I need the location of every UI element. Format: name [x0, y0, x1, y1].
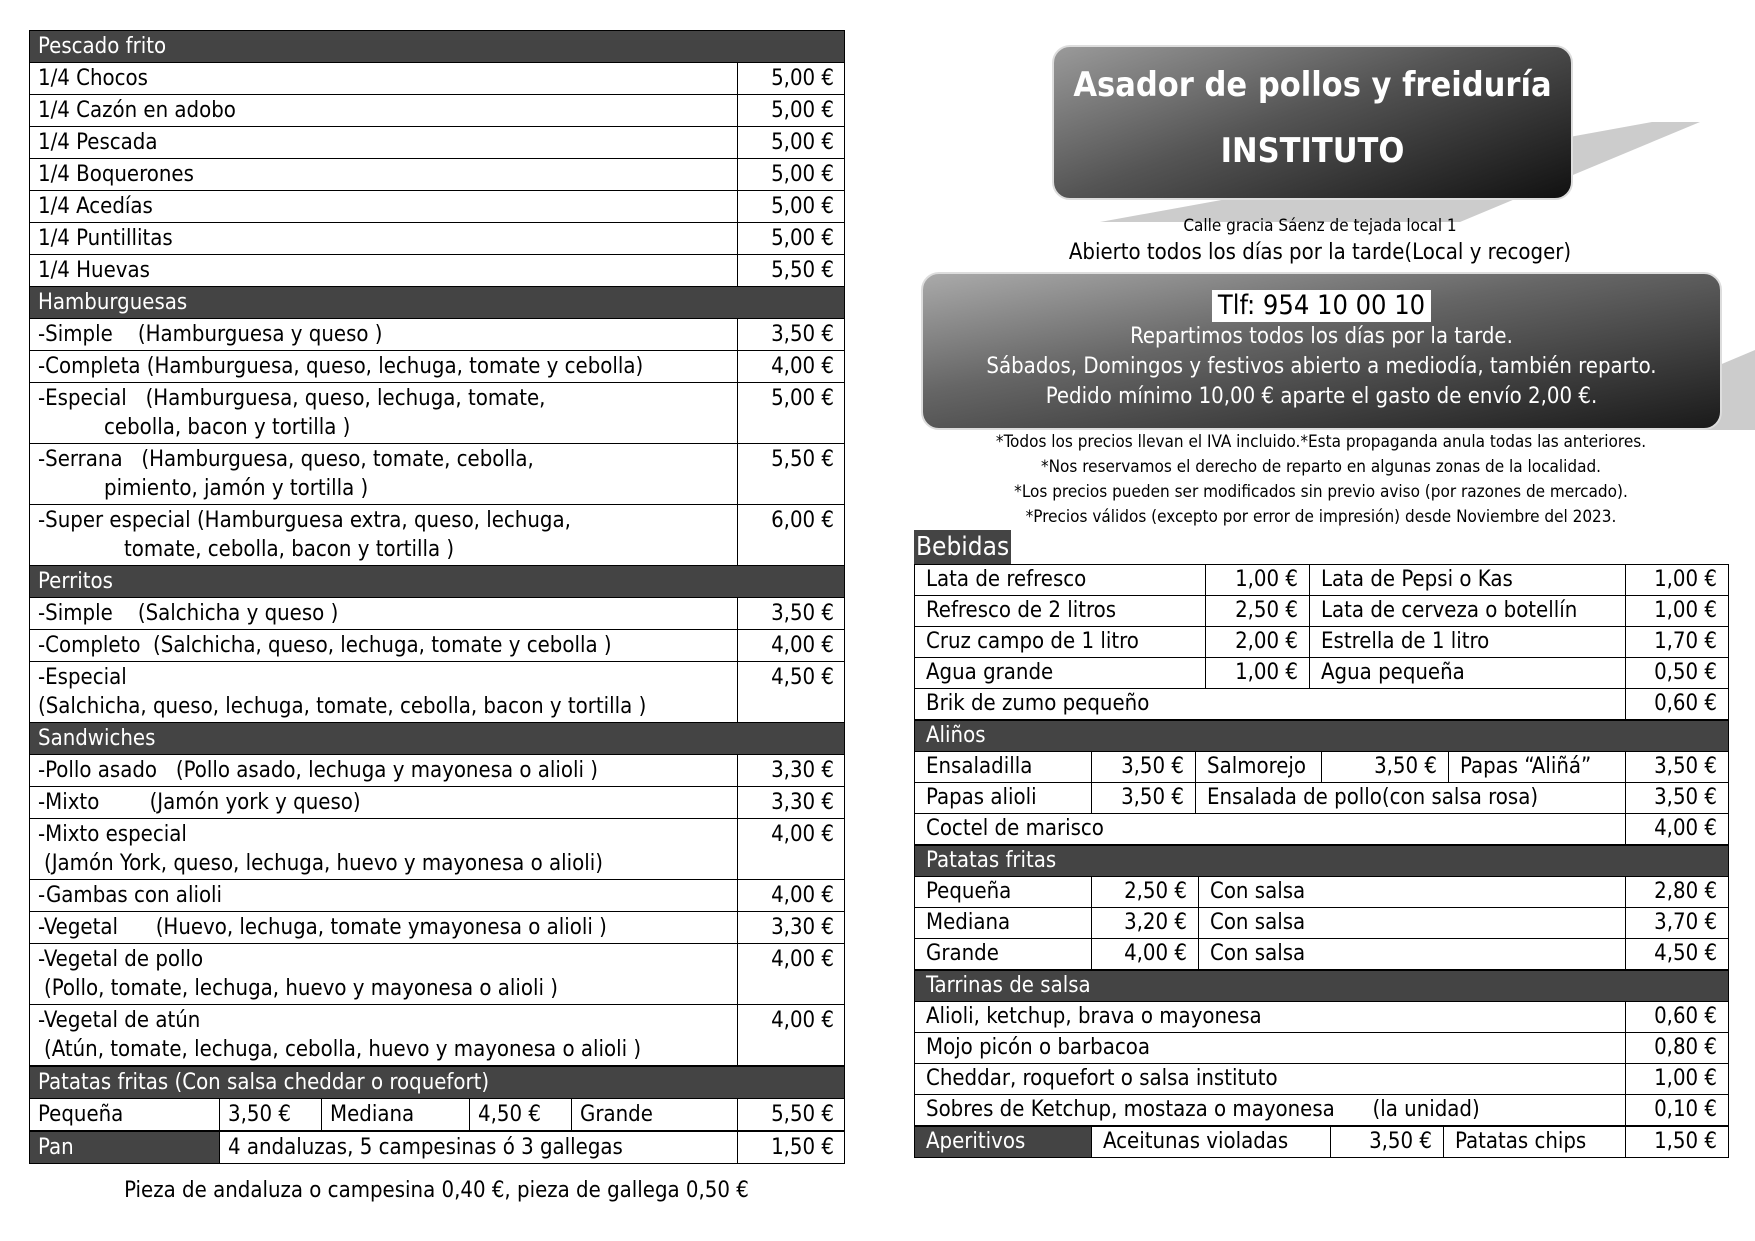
item-price: 1,00 € — [1626, 1064, 1729, 1095]
menu-row — [30, 662, 845, 723]
menu-row — [30, 383, 845, 444]
disclaimer-notes — [906, 430, 1736, 530]
pan-table — [29, 1131, 845, 1164]
item-description: cebolla, bacon y tortilla ) — [104, 415, 351, 440]
item-cell — [30, 383, 738, 444]
menu-row — [30, 819, 845, 880]
item-name: Coctel de marisco — [915, 814, 1626, 845]
menu-row — [30, 755, 845, 787]
item-name: Cheddar, roquefort o salsa instituto — [915, 1064, 1626, 1095]
menu-row — [30, 63, 845, 95]
bebidas-table — [914, 564, 1729, 720]
item-name: Grande — [572, 1099, 738, 1131]
menu-row — [30, 255, 845, 287]
business-name: Asador de pollos y freiduría — [1073, 65, 1552, 105]
item-name: Ensaladilla — [915, 752, 1092, 783]
item-cell — [30, 505, 738, 566]
pescado-table — [29, 30, 845, 1066]
item-name: Lata de Pepsi o Kas — [1310, 565, 1626, 596]
item-name: 1/4 Acedías — [30, 191, 738, 223]
menu-row — [30, 127, 845, 159]
item-price: 5,00 € — [738, 383, 845, 444]
address: Calle gracia Sáenz de tejada local 1 — [1183, 216, 1457, 236]
menu-row — [915, 658, 1729, 689]
item-price: 5,00 € — [738, 223, 845, 255]
menu-row — [30, 1132, 845, 1164]
menu-row — [30, 159, 845, 191]
item-name: -Vegetal de pollo — [38, 947, 204, 972]
item-price: 3,50 € — [738, 319, 845, 351]
item-cell — [30, 662, 738, 723]
note-line: *Todos los precios llevan el IVA incluido.*Esta propaganda anula todas las anteriores. — [995, 432, 1647, 452]
item-cell — [30, 819, 738, 880]
item-price: 1,50 € — [738, 1132, 845, 1164]
tarrinas-table — [914, 970, 1729, 1126]
item-name: Aceitunas violadas — [1092, 1127, 1331, 1158]
menu-row — [30, 880, 845, 912]
section-title-alinos: Aliños — [915, 721, 1729, 752]
item-cell — [30, 944, 738, 1005]
item-name: -Completo (Salchicha, queso, lechuga, tomate y cebolla ) — [30, 630, 738, 662]
item-price: 3,30 € — [738, 755, 845, 787]
item-price: 3,30 € — [738, 787, 845, 819]
right-column — [914, 530, 1728, 1158]
item-name: Alioli, ketchup, brava o mayonesa — [915, 1002, 1626, 1033]
item-name: -Mixto (Jamón york y queso) — [30, 787, 738, 819]
item-description: (Jamón York, queso, lechuga, huevo y mayonesa o alioli) — [44, 851, 603, 876]
aperitivos-table — [914, 1126, 1729, 1158]
item-name: Lata de cerveza o botellín — [1310, 596, 1626, 627]
item-cell — [30, 444, 738, 505]
item-name: -Serrana (Hamburguesa, queso, tomate, cebolla, — [38, 447, 534, 472]
opening-hours: Abierto todos los días por la tarde(Local y recoger) — [1068, 240, 1572, 265]
pan-note: Pieza de andaluza o campesina 0,40 €, pieza de gallega 0,50 € — [124, 1178, 749, 1203]
menu-row — [915, 814, 1729, 845]
section-title-text: Patatas fritas — [38, 1070, 169, 1095]
item-cell — [30, 1005, 738, 1066]
item-price: 4,00 € — [738, 819, 845, 880]
item-name: Con salsa — [1199, 908, 1626, 939]
item-price: 4,50 € — [470, 1099, 572, 1131]
title-banner — [1052, 45, 1573, 200]
item-price: 0,10 € — [1626, 1095, 1729, 1126]
section-title-tarrinas: Tarrinas de salsa — [915, 971, 1729, 1002]
item-price: 1,50 € — [1626, 1127, 1729, 1158]
item-price: 5,50 € — [738, 444, 845, 505]
item-price: 5,50 € — [738, 1099, 845, 1131]
menu-row — [915, 1002, 1729, 1033]
menu-row — [915, 1033, 1729, 1064]
item-name: 1/4 Cazón en adobo — [30, 95, 738, 127]
section-title-pescado: Pescado frito — [30, 31, 845, 63]
item-price: 2,50 € — [1206, 596, 1310, 627]
phone-box — [921, 272, 1722, 430]
menu-row — [915, 752, 1729, 783]
section-title-aperitivos: Aperitivos — [915, 1127, 1092, 1158]
section-title-pan: Pan — [30, 1132, 220, 1164]
item-price: 1,00 € — [1206, 658, 1310, 689]
section-title-perritos: Perritos — [30, 566, 845, 598]
item-price: 3,50 € — [1331, 1127, 1444, 1158]
item-price: 1,00 € — [1206, 565, 1310, 596]
phone-number[interactable]: Tlf: 954 10 00 10 — [1212, 290, 1431, 322]
section-subtitle: (Con salsa cheddar o roquefort) — [174, 1070, 490, 1095]
menu-row — [30, 598, 845, 630]
item-name: Con salsa — [1199, 939, 1626, 970]
item-name: Con salsa — [1199, 877, 1626, 908]
menu-row — [915, 1127, 1729, 1158]
item-price: 3,70 € — [1626, 908, 1729, 939]
item-price: 4,00 € — [738, 944, 845, 1005]
item-name: Papas “Aliñá” — [1449, 752, 1626, 783]
item-name: 1/4 Pescada — [30, 127, 738, 159]
item-name: Brik de zumo pequeño — [915, 689, 1626, 720]
item-name: Mediana — [322, 1099, 470, 1131]
item-name: -Pollo asado (Pollo asado, lechuga y mayonesa o alioli ) — [30, 755, 738, 787]
menu-row — [30, 944, 845, 1005]
item-price: 2,80 € — [1626, 877, 1729, 908]
item-name: -Completa (Hamburguesa, queso, lechuga, tomate y cebolla) — [30, 351, 738, 383]
menu-row — [30, 912, 845, 944]
item-name: Refresco de 2 litros — [915, 596, 1206, 627]
item-name: 1/4 Huevas — [30, 255, 738, 287]
item-price: 3,20 € — [1092, 908, 1199, 939]
patatas-right-table — [914, 845, 1729, 970]
menu-row — [915, 783, 1729, 814]
note-line: *Los precios pueden ser modificados sin previo aviso (por razones de mercado). — [1014, 482, 1628, 502]
item-name: -Super especial (Hamburguesa extra, queso, lechuga, — [38, 508, 571, 533]
item-price: 5,00 € — [738, 63, 845, 95]
item-description: tomate, cebolla, bacon y tortilla ) — [124, 537, 455, 562]
item-name: -Vegetal de atún — [38, 1008, 201, 1033]
item-name: Mediana — [915, 908, 1092, 939]
menu-row — [915, 627, 1729, 658]
item-price: 3,50 € — [1626, 752, 1729, 783]
item-name: Ensalada de pollo(con salsa rosa) — [1196, 783, 1626, 814]
item-name: -Especial — [38, 665, 127, 690]
menu-row — [915, 565, 1729, 596]
menu-row — [915, 877, 1729, 908]
menu-row — [30, 319, 845, 351]
menu-row — [30, 223, 845, 255]
delivery-line: Pedido mínimo 10,00 € aparte el gasto de envío 2,00 €. — [1045, 384, 1598, 409]
item-price: 3,50 € — [738, 598, 845, 630]
note-line: *Nos reservamos el derecho de reparto en algunas zonas de la localidad. — [1040, 457, 1602, 477]
delivery-line: Sábados, Domingos y festivos abierto a mediodía, también reparto. — [986, 354, 1657, 379]
menu-row — [30, 505, 845, 566]
item-description: (Pollo, tomate, lechuga, huevo y mayonesa o alioli ) — [44, 976, 559, 1001]
menu-row — [915, 1095, 1729, 1126]
item-price: 3,50 € — [1092, 783, 1196, 814]
menu-row — [915, 939, 1729, 970]
item-name: -Vegetal (Huevo, lechuga, tomate ymayonesa o alioli ) — [30, 912, 738, 944]
item-name: Pequeña — [915, 877, 1092, 908]
item-price: 3,50 € — [1322, 752, 1449, 783]
section-title-sandwiches: Sandwiches — [30, 723, 845, 755]
section-title-patatas-right: Patatas fritas — [915, 846, 1729, 877]
menu-row — [30, 444, 845, 505]
item-price: 5,00 € — [738, 191, 845, 223]
item-name: Pequeña — [30, 1099, 220, 1131]
item-price: 3,30 € — [738, 912, 845, 944]
item-name: 1/4 Chocos — [30, 63, 738, 95]
item-price: 4,50 € — [1626, 939, 1729, 970]
item-price: 1,00 € — [1626, 565, 1729, 596]
item-price: 6,00 € — [738, 505, 845, 566]
item-price: 4,00 € — [738, 880, 845, 912]
item-price: 4,50 € — [738, 662, 845, 723]
section-title-hamburguesas: Hamburguesas — [30, 287, 845, 319]
alinos-table — [914, 720, 1729, 845]
item-name: Agua pequeña — [1310, 658, 1626, 689]
section-title-patatas — [30, 1067, 845, 1099]
item-name: Patatas chips — [1444, 1127, 1626, 1158]
item-price: 0,50 € — [1626, 658, 1729, 689]
item-price: 0,60 € — [1626, 689, 1729, 720]
item-price: 0,80 € — [1626, 1033, 1729, 1064]
item-description: (Atún, tomate, lechuga, cebolla, huevo y mayonesa o alioli ) — [44, 1037, 642, 1062]
item-price: 5,00 € — [738, 159, 845, 191]
item-description: pimiento, jamón y tortilla ) — [104, 476, 369, 501]
menu-row — [30, 1005, 845, 1066]
menu-row — [915, 908, 1729, 939]
item-name: Agua grande — [915, 658, 1206, 689]
item-price: 4,00 € — [1092, 939, 1199, 970]
item-name: Salmorejo — [1196, 752, 1322, 783]
item-name: -Mixto especial — [38, 822, 187, 847]
item-name: Estrella de 1 litro — [1310, 627, 1626, 658]
item-price: 3,50 € — [1626, 783, 1729, 814]
item-name: -Especial (Hamburguesa, queso, lechuga, tomate, — [38, 386, 546, 411]
menu-row — [30, 1099, 845, 1131]
item-description: (Salchicha, queso, lechuga, tomate, cebolla, bacon y tortilla ) — [38, 694, 647, 719]
item-price: 1,70 € — [1626, 627, 1729, 658]
item-name: 1/4 Boquerones — [30, 159, 738, 191]
item-name: Mojo picón o barbacoa — [915, 1033, 1626, 1064]
note-line: *Precios válidos (excepto por error de impresión) desde Noviembre del 2023. — [1025, 507, 1617, 527]
item-price: 1,00 € — [1626, 596, 1729, 627]
menu-row — [30, 351, 845, 383]
menu-row — [30, 191, 845, 223]
item-price: 5,00 € — [738, 95, 845, 127]
item-name: Sobres de Ketchup, mostaza o mayonesa (la unidad) — [915, 1095, 1626, 1126]
item-price: 5,00 € — [738, 127, 845, 159]
item-name: Cruz campo de 1 litro — [915, 627, 1206, 658]
menu-row — [915, 689, 1729, 720]
item-name: -Simple (Salchicha y queso ) — [30, 598, 738, 630]
item-name: Lata de refresco — [915, 565, 1206, 596]
menu-row — [30, 95, 845, 127]
item-price: 4,00 € — [738, 630, 845, 662]
menu-row — [915, 596, 1729, 627]
item-price: 3,50 € — [220, 1099, 322, 1131]
left-column — [29, 30, 844, 1164]
item-price: 0,60 € — [1626, 1002, 1729, 1033]
item-price: 3,50 € — [1092, 752, 1196, 783]
item-name: 1/4 Puntillitas — [30, 223, 738, 255]
item-name: Papas alioli — [915, 783, 1092, 814]
item-price: 4,00 € — [738, 351, 845, 383]
section-title-bebidas: Bebidas — [916, 532, 1010, 562]
item-price: 4,00 € — [1626, 814, 1729, 845]
menu-row — [30, 787, 845, 819]
item-price: 5,50 € — [738, 255, 845, 287]
item-price: 2,50 € — [1092, 877, 1199, 908]
item-price: 4,00 € — [738, 1005, 845, 1066]
item-name: Grande — [915, 939, 1092, 970]
item-price: 2,00 € — [1206, 627, 1310, 658]
item-name: 4 andaluzas, 5 campesinas ó 3 gallegas — [220, 1132, 738, 1164]
business-brand: INSTITUTO — [1220, 131, 1405, 171]
menu-row — [915, 1064, 1729, 1095]
patatas-left-table — [29, 1066, 845, 1131]
item-name: -Simple (Hamburguesa y queso ) — [30, 319, 738, 351]
menu-row — [30, 630, 845, 662]
item-name: -Gambas con alioli — [30, 880, 738, 912]
delivery-line: Repartimos todos los días por la tarde. — [1130, 324, 1513, 349]
